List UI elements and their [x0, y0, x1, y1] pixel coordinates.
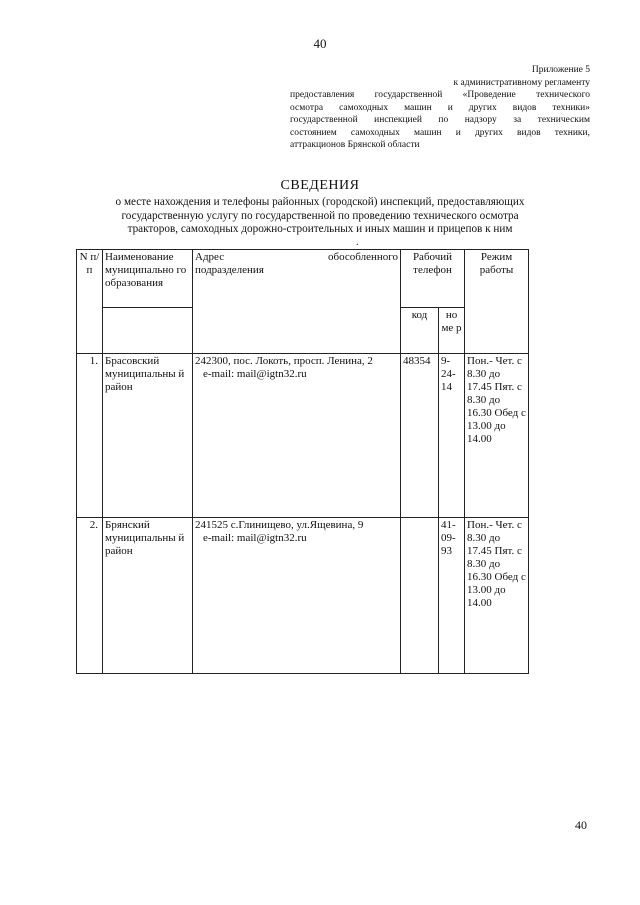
- subtitle-line: тракторов, самоходных дорожно-строительных и иных машин и прицепов к ним: [127, 223, 513, 235]
- table-header-row: [77, 250, 529, 308]
- appendix-line: предоставления государственной «Проведение технического: [290, 90, 590, 100]
- document-title: СВЕДЕНИЯ: [280, 178, 360, 193]
- header-num: N п/п: [77, 250, 103, 354]
- table-row: [77, 354, 529, 518]
- row-phone-number: 9- 24- 14: [439, 354, 465, 518]
- row-address: [193, 518, 401, 674]
- appendix-block: [290, 64, 590, 152]
- page-number-top: 40: [313, 36, 327, 51]
- header-phone-code: код: [401, 308, 439, 354]
- row-name: Брасовский муниципальны й район: [103, 354, 193, 518]
- row-num: 1.: [77, 354, 103, 518]
- row-address-text: 242300, пос. Локоть, просп. Ленина, 2: [195, 355, 373, 367]
- header-schedule: Режим работы: [465, 250, 529, 354]
- row-address: [193, 354, 401, 518]
- inspections-table: [76, 249, 529, 674]
- appendix-line: к административному регламенту: [453, 77, 590, 88]
- row-phone-code: 48354: [401, 354, 439, 518]
- row-schedule: Пон.- Чет. с 8.30 до 17.45 Пят. с 8.30 до 16.30 Обед с 13.00 до 14.00: [465, 518, 529, 674]
- row-address-text: 241525 с.Глинищево, ул.Ящевина, 9: [195, 519, 364, 531]
- row-name: Брянский муниципальны й район: [103, 518, 193, 674]
- row-schedule: Пон.- Чет. с 8.30 до 17.45 Пят. с 8.30 до 16.30 Обед с 13.00 до 14.00: [465, 354, 529, 518]
- header-address-line2: подразделения: [195, 264, 264, 276]
- appendix-line: государственной инспекцией по надзору за техническим: [290, 115, 590, 125]
- appendix-line: осмотра самоходных машин и других видов техники»: [290, 102, 590, 113]
- table-row: [77, 518, 529, 674]
- row-email: e-mail: mail@igtn32.ru: [203, 368, 307, 380]
- header-phone: Рабочий телефон: [401, 250, 465, 308]
- appendix-line: состоянием самоходных машин и других видов техники,: [290, 127, 590, 138]
- header-address-part1: Адрес: [195, 251, 225, 263]
- header-phone-number: но ме р: [439, 308, 465, 354]
- header-name: Наименование муниципально го образования: [103, 250, 193, 308]
- header-address-part2: обособленного: [328, 251, 398, 263]
- appendix-line: Приложение 5: [531, 65, 590, 75]
- appendix-line: аттракционов Брянской области: [290, 140, 420, 150]
- header-name-empty: [103, 308, 193, 354]
- page-number-bottom: 40: [575, 818, 587, 832]
- row-phone-number: 41- 09- 93: [439, 518, 465, 674]
- subtitle-line: государственную услугу по государственной по проведению технического осмотра: [121, 209, 519, 222]
- row-num: 2.: [77, 518, 103, 674]
- subtitle-line: о месте нахождения и телефоны районных (городской) инспекций, предоставляющих: [115, 196, 525, 208]
- row-email: e-mail: mail@igtn32.ru: [203, 532, 307, 544]
- row-phone-code: [401, 518, 439, 674]
- stray-dot: .: [356, 237, 359, 248]
- document-subtitle: [90, 196, 550, 237]
- header-address: [193, 250, 401, 354]
